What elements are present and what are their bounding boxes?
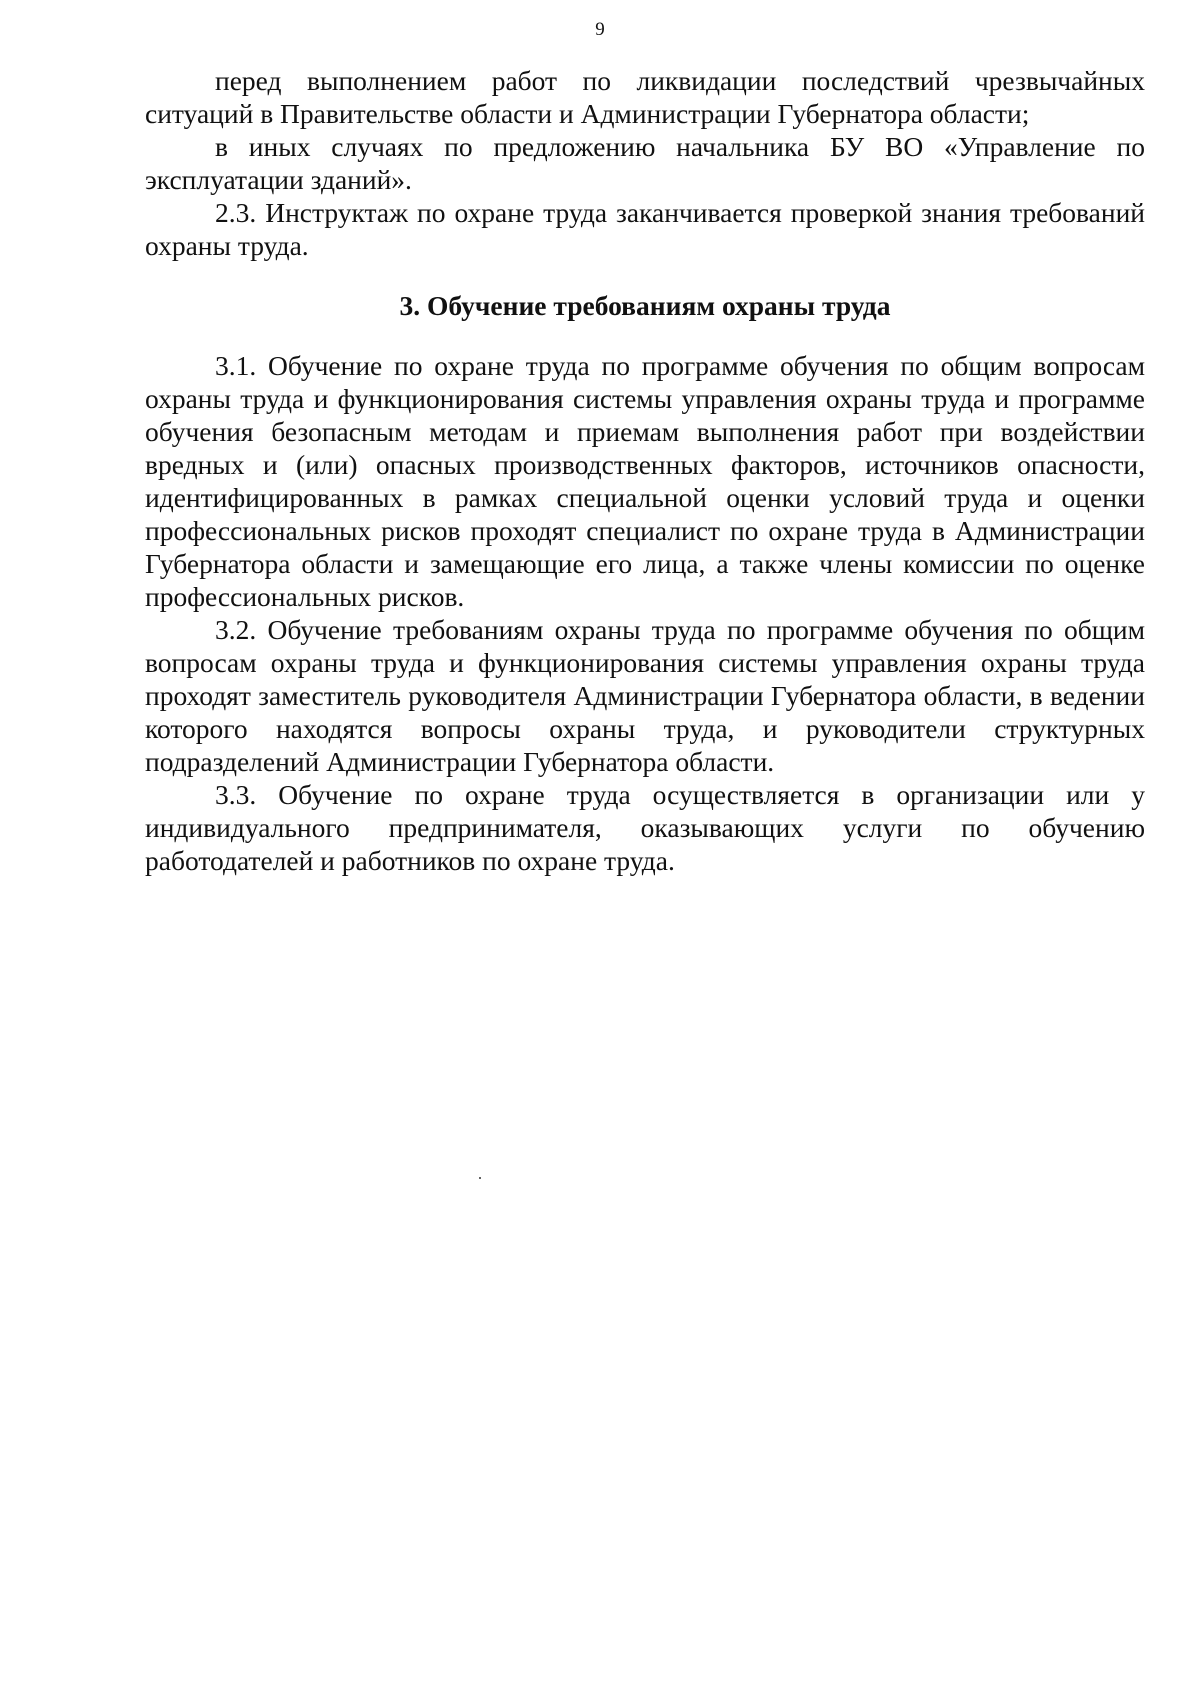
paragraph-3-3: 3.3. Обучение по охране труда осуществляется в организации или у индивидуального предпринимателя, оказывающих услуги по обучению работодателей и работников по охране труда. — [145, 779, 1145, 876]
document-body — [145, 64, 1145, 877]
scan-speck — [479, 1177, 481, 1179]
page-number: 9 — [595, 19, 605, 40]
section-heading: 3. Обучение требованиям охраны труда — [399, 290, 891, 321]
paragraph-3-2: 3.2. Обучение требованиям охраны труда по программе обучения по общим вопросам охраны труда и функционирования системы управления охраны труда проходят заместитель руководителя Администрации Губернатора области, в ведении которого находятся вопросы охраны труда, и руководители структурных подразделений Администрации Губернатора области. — [145, 614, 1145, 777]
paragraph-other-cases: в иных случаях по предложению начальника БУ ВО «Управление по эксплуатации зданий». — [145, 131, 1145, 195]
paragraph-2-3: 2.3. Инструктаж по охране труда заканчивается проверкой знания требований охраны труда. — [145, 197, 1145, 261]
paragraph-emergency-works: перед выполнением работ по ликвидации последствий чрезвычайных ситуаций в Правительстве области и Администрации Губернатора области; — [145, 65, 1145, 129]
paragraph-3-1: 3.1. Обучение по охране труда по программе обучения по общим вопросам охраны труда и функционирования системы управления охраны труда и программе обучения безопасным методам и приемам выполнения работ при воздействии вредных и (или) опасных производственных факторов, источников опасности, идентифицированных в рамках специальной оценки условий труда и оценки профессиональных рисков проходят специалист по охране труда в Администрации Губернатора области и замещающие его лица, а также члены комиссии по оценке профессиональных рисков. — [145, 350, 1145, 612]
